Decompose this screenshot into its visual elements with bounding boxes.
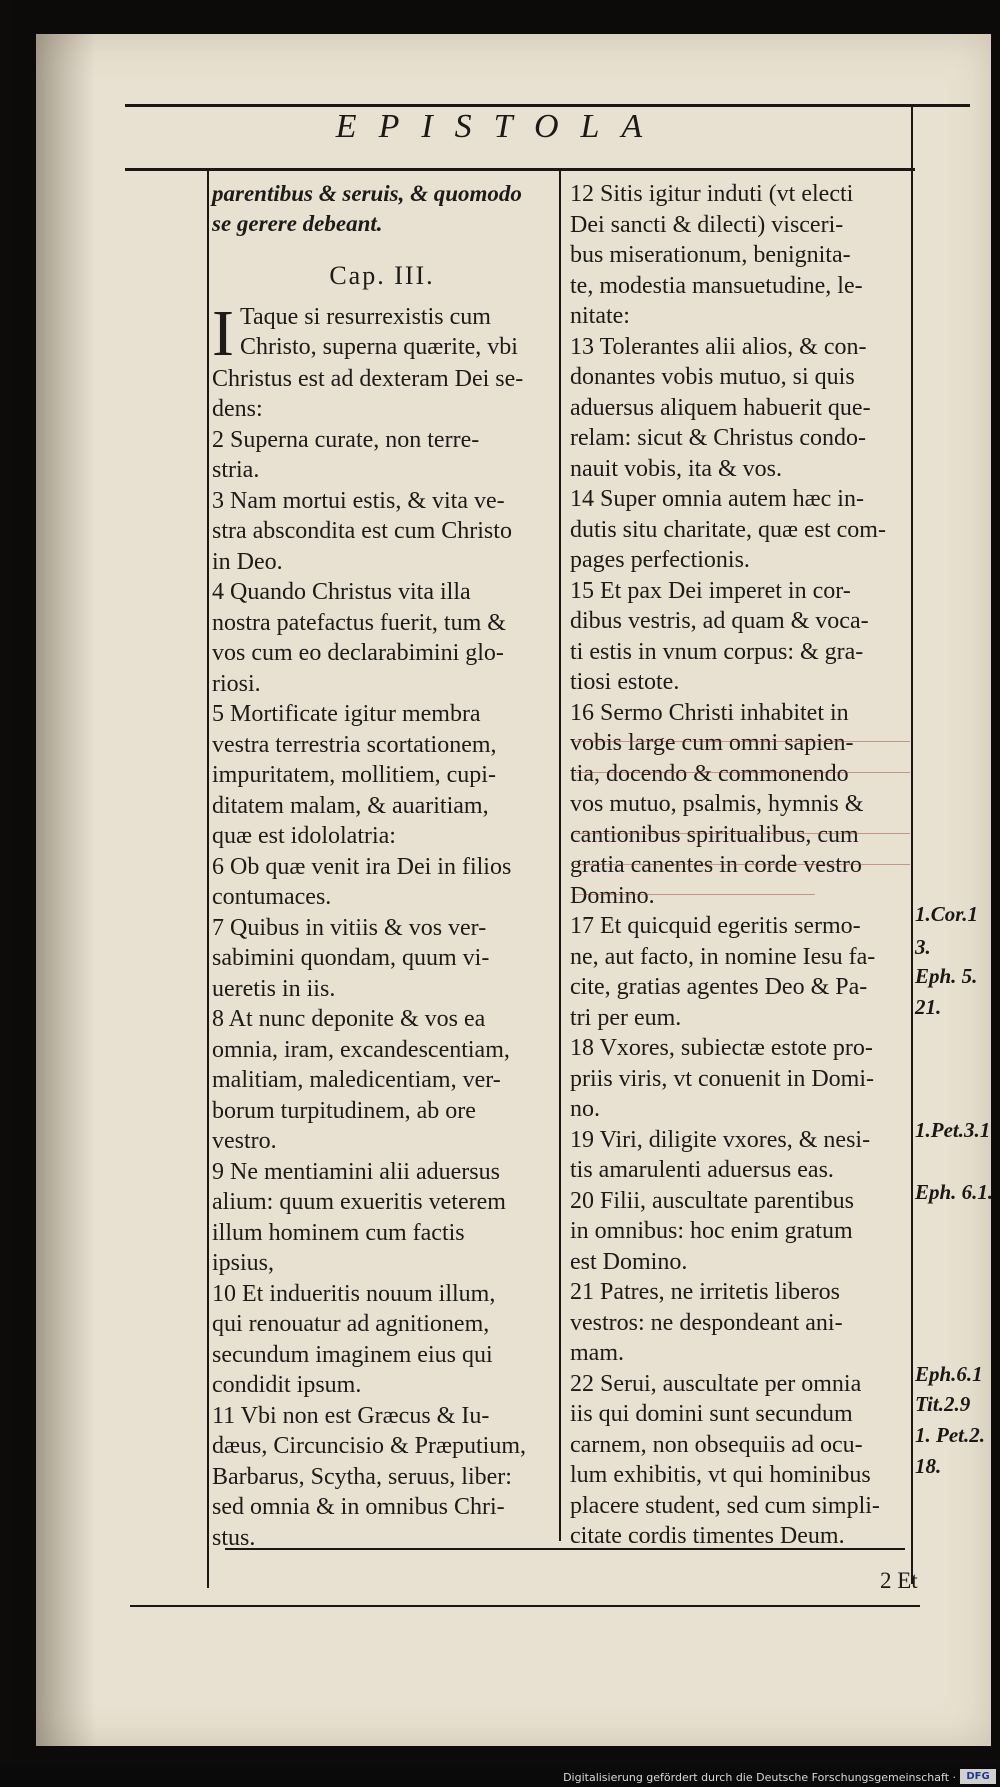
verse xyxy=(212,1401,552,1554)
verse-line: vos mutuo, psalmis, hymnis & xyxy=(570,791,864,817)
verse xyxy=(570,576,920,698)
verse-line: Barbarus, Scytha, seruus, liber: xyxy=(212,1463,512,1490)
margin-note: Eph. 6.1. xyxy=(915,1180,994,1204)
verse-line: pages perfectionis. xyxy=(570,547,750,573)
verse-line: placere student, sed cum simpli- xyxy=(570,1492,880,1519)
verse-line: stria. xyxy=(212,457,260,483)
verse xyxy=(570,911,920,1033)
verse-line: nauit vobis, ita & vos. xyxy=(570,455,782,482)
pencil-underline xyxy=(575,833,910,834)
verse-line: tis amarulenti aduersus eas. xyxy=(570,1157,834,1183)
verse-line: stus. xyxy=(212,1524,256,1551)
verse-line: dutis situ charitate, quæ est com- xyxy=(570,516,886,543)
verse-line: dæus, Circuncisio & Præputium, xyxy=(212,1433,527,1459)
left-column xyxy=(212,179,552,1553)
verse-line: condidit ipsum. xyxy=(212,1372,362,1398)
verse-line: ipsius, xyxy=(212,1250,275,1276)
summary-line: se gerere debeant. xyxy=(212,211,383,236)
verse-line: te, modestia mansuetudine, le- xyxy=(570,272,863,299)
verse-line: cantionibus spiritualibus, cum xyxy=(570,821,859,848)
column-divider xyxy=(559,171,561,1541)
summary-line: parentibus & seruis, & quomodo xyxy=(212,181,522,206)
verse-line: 16 Sermo Christi inhabitet in xyxy=(570,699,849,726)
chapter-summary xyxy=(212,179,552,239)
verse-line: carnem, non obsequiis ad ocu- xyxy=(570,1431,863,1458)
verse xyxy=(570,1369,920,1552)
margin-note: Eph. 5. xyxy=(915,964,978,988)
verse-line: sed omnia & in omnibus Chri- xyxy=(212,1494,505,1520)
verse xyxy=(570,332,920,485)
verse-line: lum exhibitis, vt qui hominibus xyxy=(570,1462,871,1488)
verse-line: dens: xyxy=(212,396,263,422)
verse-line: tia, docendo & commonendo xyxy=(570,760,849,787)
verse xyxy=(212,852,552,913)
margin-note: Tit.2.9 xyxy=(915,1392,971,1416)
verse-line: ditatem malam, & auaritiam, xyxy=(212,792,489,819)
verse xyxy=(212,913,552,1005)
catchword: 2 Et xyxy=(880,1568,918,1593)
verse-line: vestros: ne despondeant ani- xyxy=(570,1309,843,1336)
verse-line: Christus est ad dexteram Dei se- xyxy=(212,365,524,392)
verse-line: cite, gratias agentes Deo & Pa- xyxy=(570,974,868,1000)
verse-line: riosi. xyxy=(212,670,261,697)
verse-line: ne, aut facto, in nomine Iesu fa- xyxy=(570,943,876,970)
verse-line: 19 Viri, diligite vxores, & nesi- xyxy=(570,1126,871,1153)
verse-line: impuritatem, mollitiem, cupi- xyxy=(212,762,496,788)
pencil-underline xyxy=(575,894,815,895)
verse xyxy=(570,1186,920,1278)
verse xyxy=(212,1004,552,1157)
verse-line: secundum imaginem eius qui xyxy=(212,1341,493,1368)
verse-line: vobis large cum omni sapien- xyxy=(570,730,854,756)
verse-line: quæ est idololatria: xyxy=(212,823,396,849)
drop-initial: I xyxy=(212,296,234,370)
margin-note: 18. xyxy=(915,1454,942,1478)
verse-line: 6 Ob quæ venit ira Dei in filios xyxy=(212,853,512,880)
verse-line: nostra patefactus fuerit, tum & xyxy=(212,609,506,636)
margin-note: Eph.6.1 xyxy=(915,1362,983,1386)
verse-line: vestro. xyxy=(212,1128,277,1154)
verse-line: 18 Vxores, subiectæ estote pro- xyxy=(570,1035,873,1061)
header-rule xyxy=(125,168,915,171)
verse-line: 5 Mortificate igitur membra xyxy=(212,701,481,727)
dfg-logo-icon: DFG xyxy=(960,1769,996,1784)
verse-line: mam. xyxy=(570,1340,624,1366)
left-border xyxy=(207,168,209,1588)
verse xyxy=(212,296,552,425)
verse-line: tiosi estote. xyxy=(570,669,680,695)
verse-line: 17 Et quicquid egeritis sermo- xyxy=(570,913,861,939)
verse-line: illum hominem cum factis xyxy=(212,1219,465,1246)
verse-line: in Deo. xyxy=(212,548,283,575)
verse-line: citate cordis timentes Deum. xyxy=(570,1523,845,1549)
verse-line: priis viris, vt conuenit in Domi- xyxy=(570,1065,874,1092)
verse-line: omnia, iram, excandescentiam, xyxy=(212,1036,510,1063)
verse-line: contumaces. xyxy=(212,884,332,910)
chapter-title: Cap. III. xyxy=(329,261,435,290)
verse-line: donantes vobis mutuo, si quis xyxy=(570,364,855,390)
credit-bar xyxy=(0,1765,1000,1787)
verse-line: bus miserationum, benignita- xyxy=(570,242,851,268)
verse-line: stra abscondita est cum Christo xyxy=(212,518,512,544)
verse-line: alium: quum exueritis veterem xyxy=(212,1189,506,1215)
verse xyxy=(570,484,920,576)
pencil-underline xyxy=(575,741,910,742)
verse-line: aduersus aliquem habuerit que- xyxy=(570,394,871,421)
verse-line: iis qui domini sunt secundum xyxy=(570,1401,853,1427)
bottom-rule xyxy=(130,1605,920,1607)
verse-line: 14 Super omnia autem hæc in- xyxy=(570,486,864,512)
verse xyxy=(212,1157,552,1279)
margin-note: 21. xyxy=(915,995,942,1019)
verse-line: dibus vestris, ad quam & voca- xyxy=(570,608,869,634)
verse-line: vestra terrestria scortationem, xyxy=(212,731,497,758)
verse xyxy=(212,425,552,486)
verse-line: in omnibus: hoc enim gratum xyxy=(570,1218,853,1244)
verse-line: Taque si resurrexistis cum xyxy=(239,303,491,330)
verse-line: Dei sancti & dilecti) visceri- xyxy=(570,211,844,238)
verse-line: 4 Quando Christus vita illa xyxy=(212,579,471,605)
verse xyxy=(212,577,552,699)
verse xyxy=(570,1125,920,1186)
running-head: EPISTOLA xyxy=(335,108,665,145)
margin-note: 1.Cor.1 xyxy=(915,902,979,926)
verse xyxy=(570,1277,920,1369)
verse-line: ueretis in iis. xyxy=(212,975,336,1002)
verse-line: sabimini quondam, quum vi- xyxy=(212,945,490,971)
verse-line: qui renouatur ad agnitionem, xyxy=(212,1311,490,1337)
verse-line: nitate: xyxy=(570,303,630,329)
verse-line: vos cum eo declarabimini glo- xyxy=(212,640,504,666)
verse xyxy=(212,699,552,852)
verse-line: 9 Ne mentiamini alii aduersus xyxy=(212,1158,500,1185)
verse-line: 3 Nam mortui estis, & vita ve- xyxy=(212,487,505,514)
verse-line: 11 Vbi non est Græcus & Iu- xyxy=(212,1402,490,1429)
margin-note: 1.Pet.3.1 xyxy=(915,1118,991,1142)
verse-line: 21 Patres, ne irritetis liberos xyxy=(570,1279,840,1305)
verse-line: ti estis in vnum corpus: & gra- xyxy=(570,638,864,665)
verse-line: 20 Filii, auscultate parentibus xyxy=(570,1187,854,1214)
verse xyxy=(212,1279,552,1401)
margin-note: 3. xyxy=(915,935,931,959)
verse xyxy=(212,486,552,578)
verse-line: est Domino. xyxy=(570,1248,688,1275)
verse-line: no. xyxy=(570,1096,600,1122)
verse-line: 12 Sitis igitur induti (vt electi xyxy=(570,181,854,207)
top-rule xyxy=(125,104,970,107)
funding-credit: Digitalisierung gefördert durch die Deutsche Forschungsgemeinschaft · xyxy=(563,1771,956,1784)
verse xyxy=(570,1033,920,1125)
verse-line: 7 Quibus in vitiis & vos ver- xyxy=(212,914,487,941)
verse-line: tri per eum. xyxy=(570,1004,682,1031)
verse-line: 15 Et pax Dei imperet in cor- xyxy=(570,577,851,604)
verse-line: 2 Superna curate, non terre- xyxy=(212,426,480,453)
gutter-shadow xyxy=(36,34,96,1746)
pencil-underline xyxy=(575,864,910,865)
margin-note: 1. Pet.2. xyxy=(915,1423,985,1447)
verse-line: Christo, superna quærite, vbi xyxy=(239,334,518,360)
pencil-underline xyxy=(575,772,910,773)
verse-line: borum turpitudinem, ab ore xyxy=(212,1097,476,1124)
verse-line: 13 Tolerantes alii alios, & con- xyxy=(570,333,867,360)
verse-line: Domino. xyxy=(570,882,655,909)
verse-line: relam: sicut & Christus condo- xyxy=(570,425,866,451)
verse-line: 22 Serui, auscultate per omnia xyxy=(570,1370,862,1397)
verse xyxy=(570,698,920,912)
verse-line: 8 At nunc deponite & vos ea xyxy=(212,1006,486,1032)
verse-line: malitiam, maledicentiam, ver- xyxy=(212,1067,501,1093)
verse-line: gratia canentes in corde vestro xyxy=(570,852,862,878)
verse xyxy=(570,179,920,332)
verse-line: 10 Et indueritis nouum illum, xyxy=(212,1280,496,1307)
